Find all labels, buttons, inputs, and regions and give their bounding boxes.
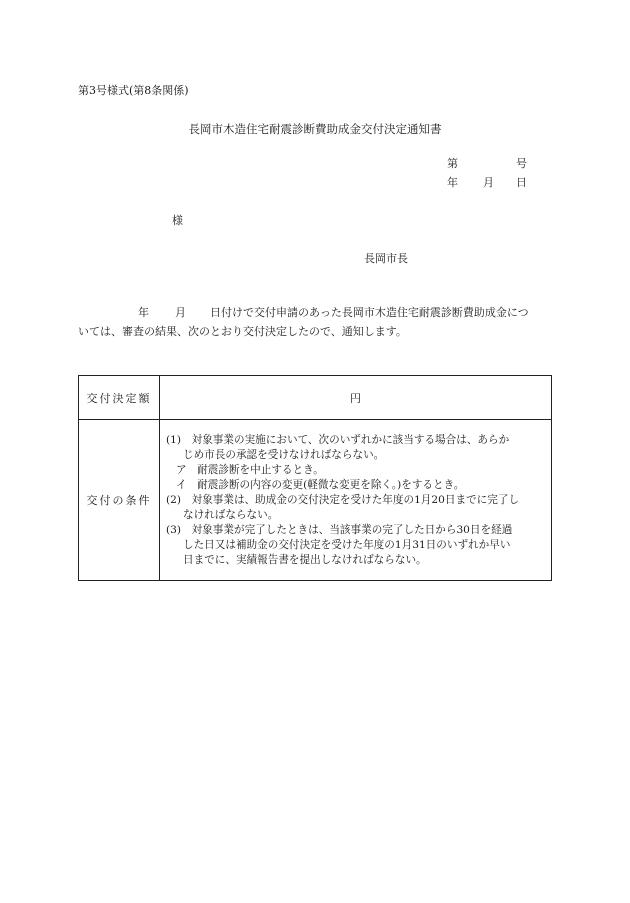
amount-unit: 円	[350, 391, 361, 405]
sender-name: 長岡市長	[364, 252, 408, 265]
conditions-row	[79, 420, 552, 581]
doc-number-suffix: 号	[516, 157, 527, 170]
form-number: 第3号様式(第8条関係)	[78, 84, 189, 97]
condition-line: なければならない。	[183, 508, 279, 521]
amount-value	[160, 376, 552, 420]
condition-line: (1) 対象事業の実施において、次のいずれかに該当する場合は、あらか	[166, 433, 510, 446]
condition-line: ア 耐震診断を中止するとき。	[176, 463, 324, 476]
condition-line: イ 耐震診断の内容の変更(軽微な変更を除く。)をするとき。	[176, 478, 465, 491]
grant-table	[78, 375, 552, 581]
date-day: 日	[516, 176, 527, 189]
condition-line: じめ市長の承認を受けなければならない。	[183, 448, 385, 461]
amount-row	[79, 376, 552, 420]
body-month: 月	[175, 306, 186, 319]
date-month: 月	[483, 176, 494, 189]
body-year: 年	[138, 306, 149, 319]
condition-line: (2) 対象事業は、助成金の交付決定を受けた年度の1月20日までに完了し	[166, 493, 520, 506]
doc-number-prefix: 第	[447, 157, 458, 170]
condition-line: (3) 対象事業が完了したときは、当該事業の完了した日から30日を経過	[166, 523, 513, 536]
condition-line: 日までに、実績報告書を提出しなければならない。	[183, 553, 427, 566]
date-year: 年	[447, 176, 458, 189]
body-line-2: いては、審査の結果、次のとおり交付決定したので、通知します。	[78, 325, 407, 338]
conditions-label: 交付の条件	[79, 420, 160, 581]
condition-line: した日又は補助金の交付決定を受けた年度の1月31日のいずれか早い	[183, 538, 511, 551]
body-line-1-text: 日付けで交付申請のあった長岡市木造住宅耐震診断費助成金につ	[210, 306, 529, 319]
document-title: 長岡市木造住宅耐震診断費助成金交付決定通知書	[188, 122, 442, 136]
conditions-cell	[160, 420, 552, 581]
amount-label: 交付決定額	[79, 376, 160, 420]
conditions-list	[160, 427, 551, 574]
recipient-honorific: 様	[172, 214, 183, 227]
